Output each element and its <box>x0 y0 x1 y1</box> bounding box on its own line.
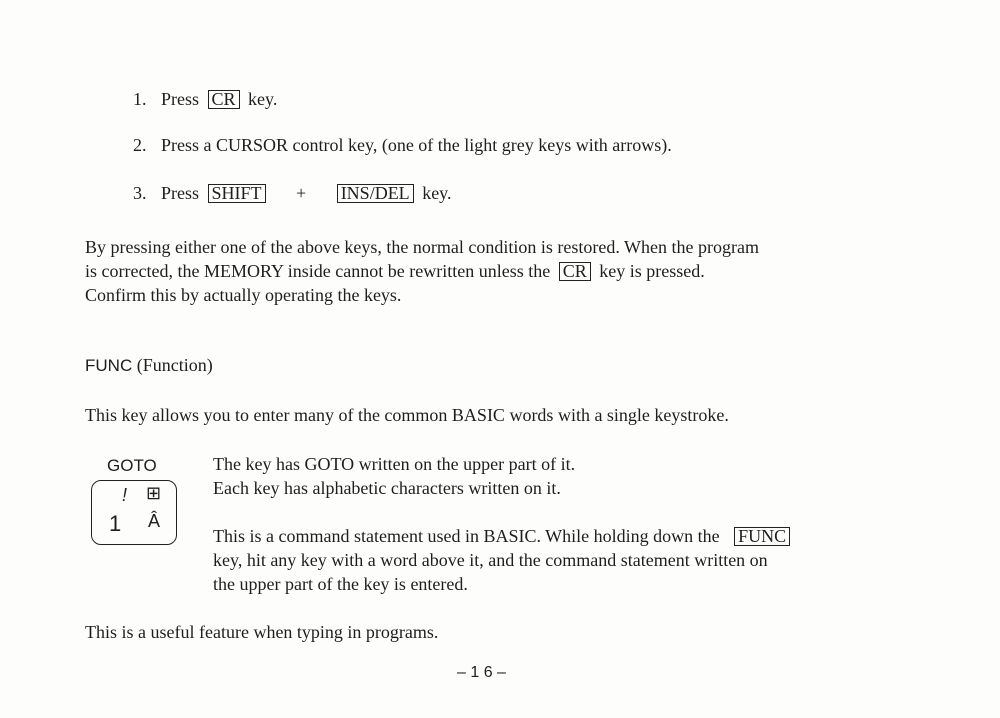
keycap-illustration <box>91 480 177 545</box>
insdel-key-label: INS/DEL <box>337 184 414 203</box>
para-line: Confirm this by actually operating the keys. <box>85 285 402 305</box>
shift-char: ! <box>122 485 128 505</box>
cr-key-label: CR <box>559 262 591 281</box>
step-1 <box>133 89 277 110</box>
desc-line: key, hit any key with a word above it, and the command statement written on <box>213 550 768 570</box>
page-number: – 1 6 – <box>457 664 506 681</box>
main-char: 1 <box>109 511 122 536</box>
para-line: is corrected, the MEMORY inside cannot be rewritten unless the <box>85 261 551 281</box>
desc-line: This is a command statement used in BASIC. While holding down the <box>213 526 720 546</box>
para-line: By pressing either one of the above keys, the normal condition is restored. When the program <box>85 237 759 257</box>
step-number: 1. <box>133 89 147 109</box>
closing-text: This is a useful feature when typing in programs. <box>85 622 439 642</box>
para-line: key is pressed. <box>599 261 705 281</box>
desc-line: the upper part of the key is entered. <box>213 574 468 594</box>
step-number: 2. <box>133 135 147 155</box>
step-text: Press <box>161 183 200 203</box>
kana-char: Â <box>148 511 161 531</box>
desc-line: The key has GOTO written on the upper part of it. <box>213 454 576 474</box>
func-key-label: FUNC <box>734 527 790 546</box>
goto-label: GOTO <box>107 456 157 475</box>
heading-func: FUNC <box>85 356 133 375</box>
step-number: 3. <box>133 183 147 203</box>
key-description <box>213 452 794 596</box>
step-text: key. <box>422 183 452 203</box>
heading-function: (Function) <box>136 355 213 375</box>
plus-sign: + <box>296 183 307 203</box>
step-text: Press <box>161 89 200 109</box>
step-3 <box>133 183 452 204</box>
paragraph-restore <box>85 235 759 307</box>
intro-text: This key allows you to enter many of the common BASIC words with a single keystroke. <box>85 405 729 425</box>
desc-line: Each key has alphabetic characters written on it. <box>213 478 561 498</box>
cr-key-label: CR <box>208 90 240 109</box>
graphic-char: ⊞ <box>146 483 162 503</box>
shift-key-label: SHIFT <box>208 184 266 203</box>
step-2 <box>133 135 672 156</box>
step-text: Press a CURSOR control key, (one of the light grey keys with arrows). <box>161 135 672 155</box>
step-text: key. <box>248 89 278 109</box>
section-heading <box>85 355 213 376</box>
